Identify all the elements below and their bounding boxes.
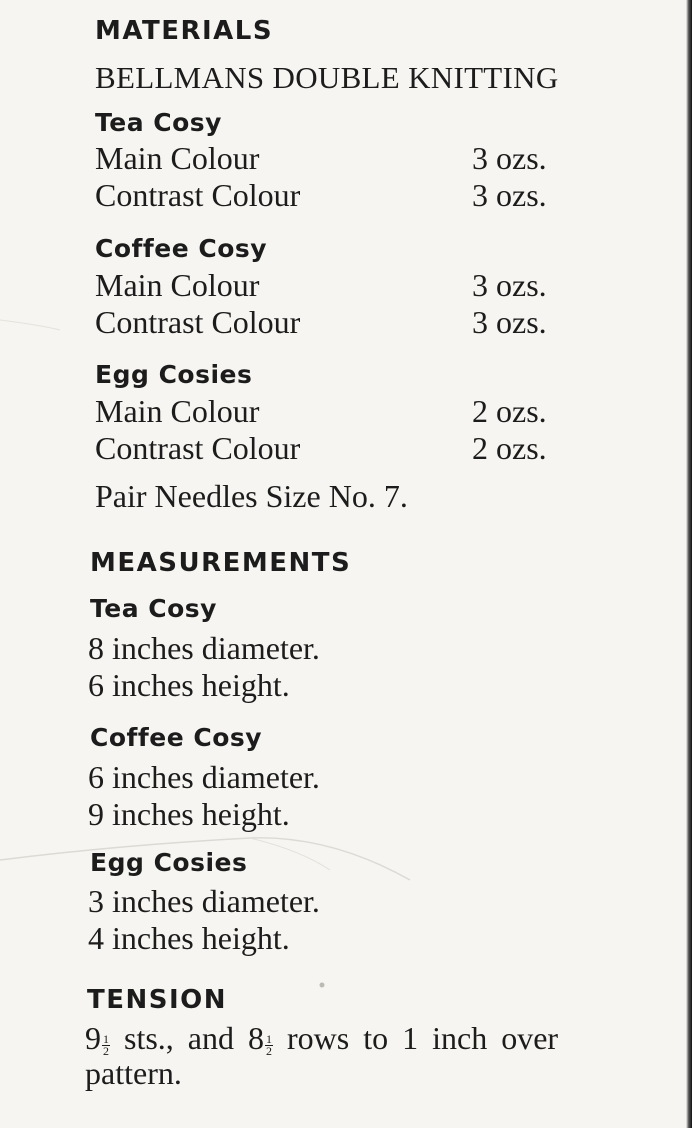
materials-item-qty: 3 ozs.: [472, 177, 547, 213]
materials-item-label: Main Colour: [95, 140, 260, 176]
measurement-line: 3 inches diameter.: [88, 883, 320, 919]
needles-line: Pair Needles Size No. 7.: [95, 478, 408, 514]
measurement-line: 6 inches diameter.: [88, 759, 320, 795]
measurement-line: 8 inches diameter.: [88, 630, 320, 666]
tension-stitches-whole: 9: [85, 1020, 101, 1056]
materials-item-label: Contrast Colour: [95, 304, 301, 340]
page-edge-shadow: [686, 0, 692, 1128]
measurements-group-title-tea: Tea Cosy: [90, 594, 217, 623]
materials-item-label: Contrast Colour: [95, 177, 301, 213]
measurements-group-title-coffee: Coffee Cosy: [90, 723, 263, 752]
materials-item-label: Main Colour: [95, 393, 260, 429]
materials-item-qty: 3 ozs.: [472, 140, 547, 176]
materials-item-qty: 2 ozs.: [472, 430, 547, 466]
measurements-heading: MEASUREMENTS: [90, 548, 352, 578]
measurement-line: 9 inches height.: [88, 796, 290, 832]
materials-group-title-tea: Tea Cosy: [95, 108, 222, 137]
measurements-group-title-egg: Egg Cosies: [90, 848, 248, 877]
tension-line-1: 9 $\frac{1}{2}$ sts., and 8 $\frac{1}{2}$ rows to 1 inch over: [85, 1020, 559, 1058]
tension-heading: TENSION: [87, 985, 228, 1015]
materials-group-title-coffee: Coffee Cosy: [95, 234, 268, 263]
tension-line-2: pattern.: [85, 1055, 182, 1091]
materials-item-qty: 3 ozs.: [472, 267, 547, 303]
materials-group-title-egg: Egg Cosies: [95, 360, 253, 389]
materials-item-qty: 3 ozs.: [472, 304, 547, 340]
measurement-line: 6 inches height.: [88, 667, 290, 703]
fraction-half: $\frac{1}{2}$: [103, 1032, 109, 1058]
materials-item-label: Contrast Colour: [95, 430, 301, 466]
materials-heading: MATERIALS: [95, 16, 274, 46]
fraction-half: $\frac{1}{2}$: [266, 1032, 272, 1058]
measurement-line: 4 inches height.: [88, 920, 290, 956]
yarn-name: BELLMANS DOUBLE KNITTING: [95, 60, 559, 95]
tension-rows-whole: 8: [248, 1020, 264, 1056]
materials-item-qty: 2 ozs.: [472, 393, 547, 429]
materials-item-label: Main Colour: [95, 267, 260, 303]
